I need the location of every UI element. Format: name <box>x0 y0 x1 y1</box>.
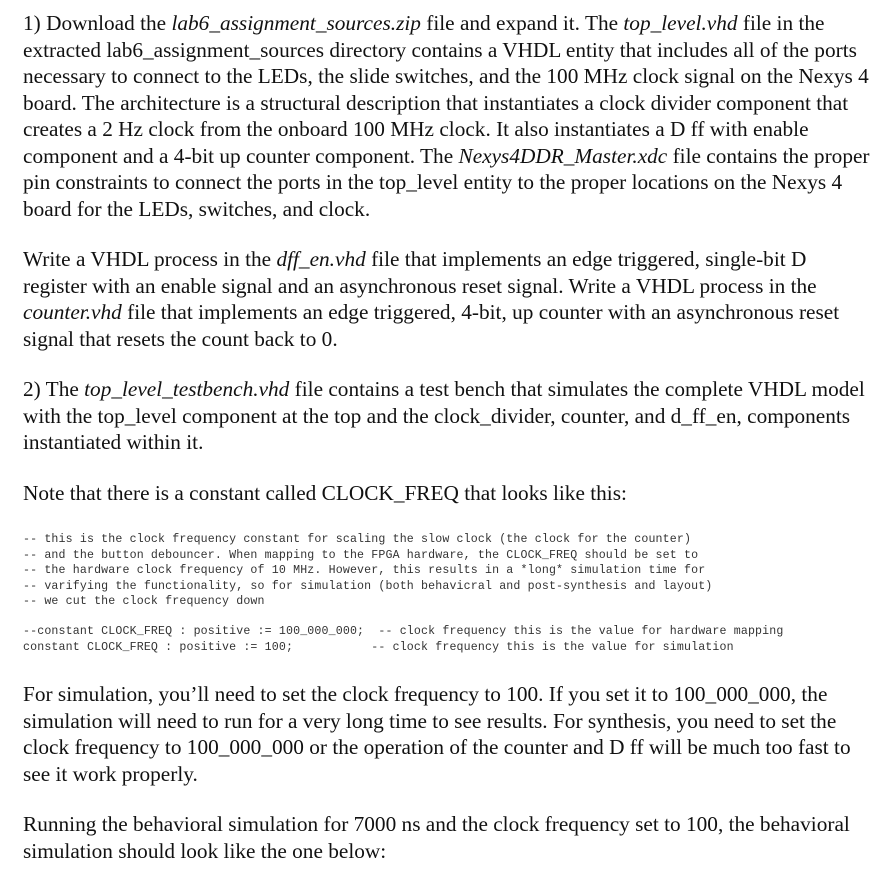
code-block-constants <box>23 624 873 655</box>
document-body <box>23 10 873 864</box>
paragraph-write-process <box>23 246 873 352</box>
filename-dff-en: dff_en.vhd <box>276 247 366 271</box>
filename-xdc: Nexys4DDR_Master.xdc <box>458 143 668 168</box>
text-span: file contains the proper pin constraints to connect the ports in the top_level entity to the proper locations on the Nexys 4 board for the LEDs, switches, and clock. <box>23 143 870 221</box>
filename-testbench: top_level_testbench.vhd <box>84 377 290 401</box>
text-span: file that implements an edge triggered, single-bit D register with an enable signal and an asynchronous reset signal. Write a VHDL process in the <box>23 247 817 298</box>
text-span: Write a VHDL process in the <box>23 247 277 271</box>
paragraph-constant-note: Note that there is a constant called CLOCK_FREQ that looks like this: <box>23 480 627 505</box>
text-span: 2) The <box>23 377 85 401</box>
code-line: -- the hardware clock frequency of 10 MHz. However, this results in a *long* simulation time for <box>23 564 706 578</box>
paragraph-behavioral-simulation: Running the behavioral simulation for 7000 ns and the clock frequency set to 100, the behavioral simulation should look like the one below: <box>23 812 850 863</box>
paragraph-simulation-frequency: For simulation, you’ll need to set the clock frequency to 100. If you set it to 100_000_000, the simulation will need to run for a very long time to see results. For synthesis, you need to set the clock frequency to 100_000_000 or the operation of the counter and D ff will be much too fast to see it work properly. <box>23 682 851 786</box>
paragraph-testbench <box>23 376 873 456</box>
filename-counter: counter.vhd <box>23 300 122 324</box>
code-line: -- this is the clock frequency constant for scaling the slow clock (the clock for the counter) <box>23 533 692 546</box>
code-block-comments <box>23 532 873 610</box>
text-span: file and expand it. The <box>420 11 624 35</box>
text-span: file that implements an edge triggered, 4-bit, up counter with an asynchronous reset signal that resets the count back to 0. <box>23 300 840 351</box>
paragraph-download-instructions <box>23 10 873 222</box>
text-span: 1) Download the <box>23 11 172 35</box>
code-line: --constant CLOCK_FREQ : positive := 100_000_000; -- clock frequency this is the value for hardware mapping <box>23 624 784 638</box>
filename-top-level: top_level.vhd <box>623 11 738 35</box>
text-span: file in the extracted lab6_assignment_sources directory contains a VHDL entity that includes all of the ports necessary to connect to the LEDs, the slide switches, and the 100 MHz clock signal on the Nexys 4 board. The architecture is a structural description that instantiates a clock divider component that creates a 2 Hz clock from the onboard 100 MHz clock. It also instantiates a D ff with enable component and a 4-bit up counter component. The <box>23 11 869 168</box>
text-span: file contains a test bench that simulates the complete VHDL model with the top_level component at the top and the clock_divider, counter, and d_ff_en, components instantiated within it. <box>23 377 865 454</box>
filename-zip: lab6_assignment_sources.zip <box>171 11 421 35</box>
code-line: -- varifying the functionality, so for simulation (both behavicral and post-synthesis and layout) <box>23 579 713 593</box>
code-line: -- and the button debouncer. When mapping to the FPGA hardware, the CLOCK_FREQ should be set to <box>23 548 699 562</box>
code-line: constant CLOCK_FREQ : positive := 100; -- clock frequency this is the value for simulation <box>23 640 734 654</box>
code-line: -- we cut the clock frequency down <box>23 595 265 609</box>
